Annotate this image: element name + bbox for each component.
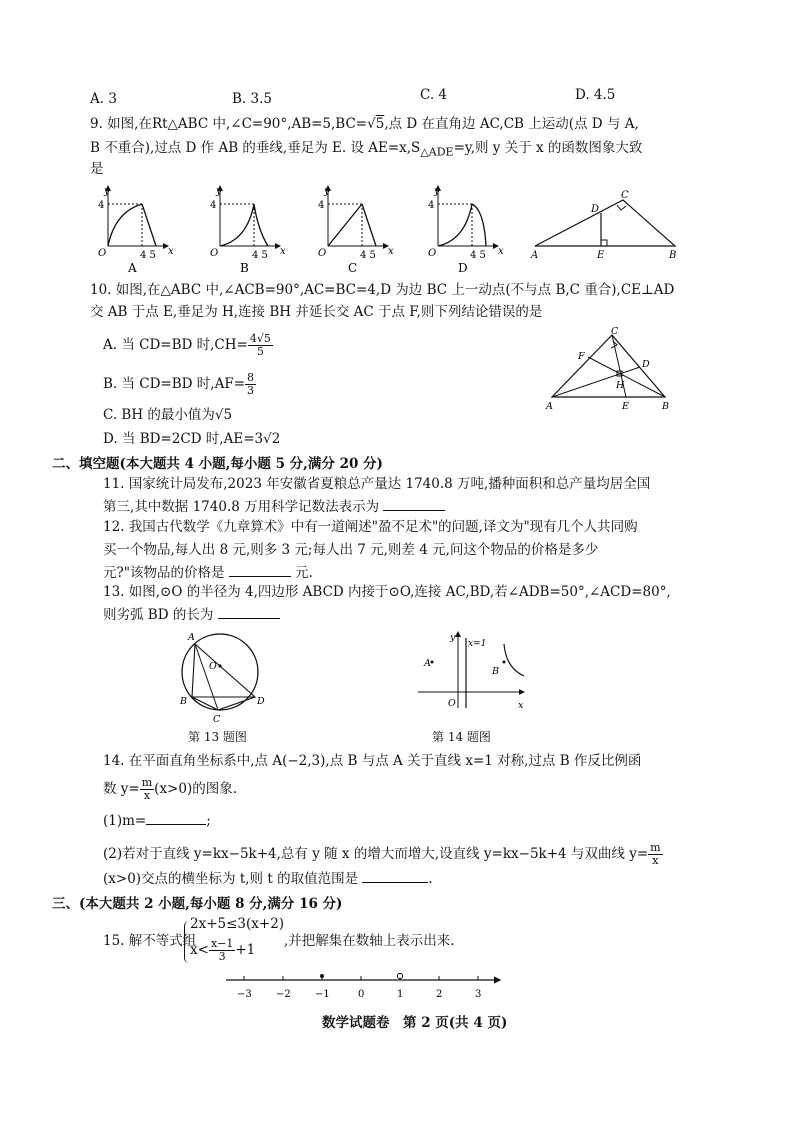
- q14-part1-blank[interactable]: [146, 811, 206, 825]
- q10-triangle-figure: [540, 325, 680, 417]
- q8-option-d: D. 4.5: [575, 87, 616, 103]
- q9-c-axis-x: x: [388, 246, 394, 257]
- q9-a-origin: O: [98, 248, 107, 259]
- q10-option-c: C. BH 的最小值为√5: [103, 407, 233, 423]
- q15-tick-neg1: −1: [315, 989, 330, 1000]
- q9-d-axis-y: y: [434, 186, 440, 197]
- q15-tick-2: 2: [436, 989, 443, 1000]
- q10-fig-a: A: [546, 401, 553, 412]
- q9-a-axis-y: y: [104, 186, 110, 197]
- q9-d-axis-x: x: [498, 246, 504, 257]
- q9-b-label: B: [240, 261, 249, 275]
- section-2-heading: 二、填空题(本大题共 4 小题,每小题 5 分,满分 20 分): [52, 456, 383, 472]
- q13-answer-blank[interactable]: [218, 605, 280, 619]
- q10-option-d: D. 当 BD=2CD 时,AE=3√2: [103, 431, 281, 447]
- q14-fig-b: B: [492, 666, 499, 677]
- q13-fig-c: C: [213, 714, 221, 724]
- q13-fig-o: O: [209, 661, 217, 672]
- q9-graph-figures: [90, 180, 510, 280]
- q13-line1: 13. 如图,⊙O 的半径为 4,四边形 ABCD 内接于⊙O,连接 AC,BD,若∠ADB=50°,∠ACD=80°,: [103, 584, 671, 600]
- q9-a-tick-x: 4 5: [140, 250, 156, 261]
- q9-d-origin: O: [428, 248, 437, 259]
- q8-option-c: C. 4: [420, 87, 448, 103]
- q9-line2: B 不重合),过点 D 作 AB 的垂线,垂足为 E. 设 $AE=x,S_{\triangle ADE}=y$,则 y 关于 x 的函数图象大致: [90, 140, 643, 159]
- q9-c-tick-x: 4 5: [360, 250, 376, 261]
- q9-triangle-figure: [525, 188, 685, 258]
- q10-fig-h: H: [616, 380, 625, 391]
- q15-number-line: [222, 968, 512, 1002]
- q9-line1: 9. 如图,在Rt△ABC 中,∠C=90°,AB=5,BC=√5,点 D 在直角边 AC,CB 上运动(点 D 与 A,: [90, 116, 639, 132]
- q9-c-axis-y: y: [324, 186, 330, 197]
- q9-tri-e: E: [597, 250, 605, 258]
- q8-option-b: B. 3.5: [232, 91, 272, 107]
- q9-a-label: A: [128, 261, 137, 275]
- q15-tick-0: 0: [358, 989, 365, 1000]
- page-footer: 数学试题卷 第 2 页(共 4 页): [322, 1015, 508, 1031]
- q15-tick-neg2: −2: [276, 989, 291, 1000]
- q12-answer-blank[interactable]: [229, 563, 291, 577]
- q12-line3: 元?"该物品的价格是 元.: [103, 565, 313, 581]
- q9-tri-d: D: [591, 204, 600, 215]
- q14-fig-o: O: [448, 698, 456, 709]
- q10-option-b: B. 当 CD=BD 时,AF= $\frac{8}{3}$: [103, 371, 255, 397]
- q15-tick-3: 3: [475, 989, 482, 1000]
- q9-b-axis-y: y: [216, 186, 222, 197]
- q9-line3: 是: [90, 161, 104, 177]
- section-3-heading: 三、(本大题共 2 小题,每小题 8 分,满分 16 分): [52, 896, 343, 912]
- q12-line2: 买一个物品,每人出 8 元,则多 3 元;每人出 7 元,则差 4 元,问这个物品的价格是多少: [103, 542, 599, 558]
- q10-fig-f: F: [578, 351, 585, 362]
- q14-line1: 14. 在平面直角坐标系中,点 A(−2,3),点 B 与点 A 关于直线 x=1 对称,过点 B 作反比例函: [103, 753, 642, 769]
- q14-fig-x: x: [518, 700, 524, 711]
- q9-tri-c: C: [621, 190, 629, 201]
- q11-answer-blank[interactable]: [383, 497, 445, 511]
- q14-part2-blank[interactable]: [362, 869, 428, 883]
- q9-b-tick-x: 4 5: [252, 250, 268, 261]
- q9-b-axis-x: x: [280, 246, 286, 257]
- q9-d-label: D: [458, 261, 468, 275]
- q9-graph-c: [318, 186, 394, 275]
- q14-coordinate-figure: [412, 628, 532, 712]
- q13-fig-d: D: [257, 696, 265, 707]
- q12-line1: 12. 我国古代数学《九章算术》中有一道阐述"盈不足术"的问题,译文为"现有几个人共同购: [103, 519, 638, 535]
- q9-tri-a: A: [531, 250, 539, 258]
- q9-d-tick-x: 4 5: [470, 250, 486, 261]
- q14-part1: (1)m= ;: [103, 813, 211, 829]
- q14-line2: 数 y= $\frac{m}{x}$ (x>0)的图象.: [103, 776, 238, 802]
- q9-b-tick-y: 4: [210, 200, 217, 211]
- q13-fig-b: B: [180, 696, 187, 707]
- q9-c-label: C: [348, 261, 358, 275]
- q14-fig-a: A: [424, 658, 431, 669]
- q10-fig-d: D: [642, 359, 650, 370]
- q13-line2: 则劣弧 BD 的长为: [103, 605, 280, 624]
- q9-a-tick-y: 4: [98, 200, 105, 211]
- q13-circle-figure: [170, 624, 270, 724]
- q10-fig-b: B: [662, 401, 669, 412]
- q10-line2: 交 AB 于点 E,垂足为 H,连接 BH 并延长交 AC 于点 F,则下列结论错误的是: [90, 304, 543, 320]
- q9-a-axis-x: x: [168, 246, 174, 257]
- q8-option-a: A. 3: [90, 91, 117, 107]
- q15-brace: [184, 921, 189, 963]
- q9-tri-b: B: [669, 250, 677, 258]
- q15-tick-neg3: −3: [237, 989, 252, 1000]
- q15-inequality-2: x< $\frac{x-1}{3}$ +1: [190, 937, 256, 963]
- q11-line1: 11. 国家统计局发布,2023 年安徽省夏粮总产量达 1740.8 万吨,播种面积和总产量均居全国: [103, 476, 651, 492]
- q13-caption: 第 13 题图: [188, 730, 247, 744]
- q10-fig-c: C: [611, 326, 619, 337]
- q15-tick-1: 1: [397, 989, 404, 1000]
- q10-option-a: A. 当 CD=BD 时,CH= $\frac{4√5}{5}$: [103, 332, 271, 358]
- q9-graph-a: [98, 186, 174, 275]
- q14-fig-x1: x=1: [468, 639, 487, 649]
- q9-d-tick-y: 4: [428, 200, 435, 211]
- q15-prefix: 15. 解不等式组: [103, 933, 197, 949]
- q15-inequality-1: 2x+5≤3(x+2): [190, 916, 285, 932]
- q14-part2-line2: (x>0)交点的横坐标为 t,则 t 的取值范围是 .: [103, 871, 433, 887]
- q9-c-tick-y: 4: [318, 200, 325, 211]
- q10-fig-e: E: [622, 401, 629, 412]
- q13-fig-a: A: [188, 632, 195, 643]
- q14-part2-line1: (2)若对于直线 y=kx−5k+4,总有 y 随 x 的增大而增大,设直线 y=kx−5k+4 与双曲线 y= $\frac{m}{x}$: [103, 841, 661, 867]
- q14-fig-y: y: [450, 632, 456, 643]
- q9-c-origin: O: [318, 248, 327, 259]
- q11-line2: 第三,其中数据 1740.8 万用科学记数法表示为: [103, 497, 445, 516]
- q15-tail: ,并把解集在数轴上表示出来.: [284, 933, 455, 949]
- q10-line1: 10. 如图,在△ABC 中,∠ACB=90°,AC=BC=4,D 为边 BC 上一动点(不与点 B,C 重合),CE⊥AD: [90, 282, 675, 298]
- q9-graph-b: [210, 186, 286, 275]
- q14-caption: 第 14 题图: [432, 730, 491, 744]
- q9-graph-d: [428, 186, 504, 275]
- q9-b-origin: O: [210, 248, 219, 259]
